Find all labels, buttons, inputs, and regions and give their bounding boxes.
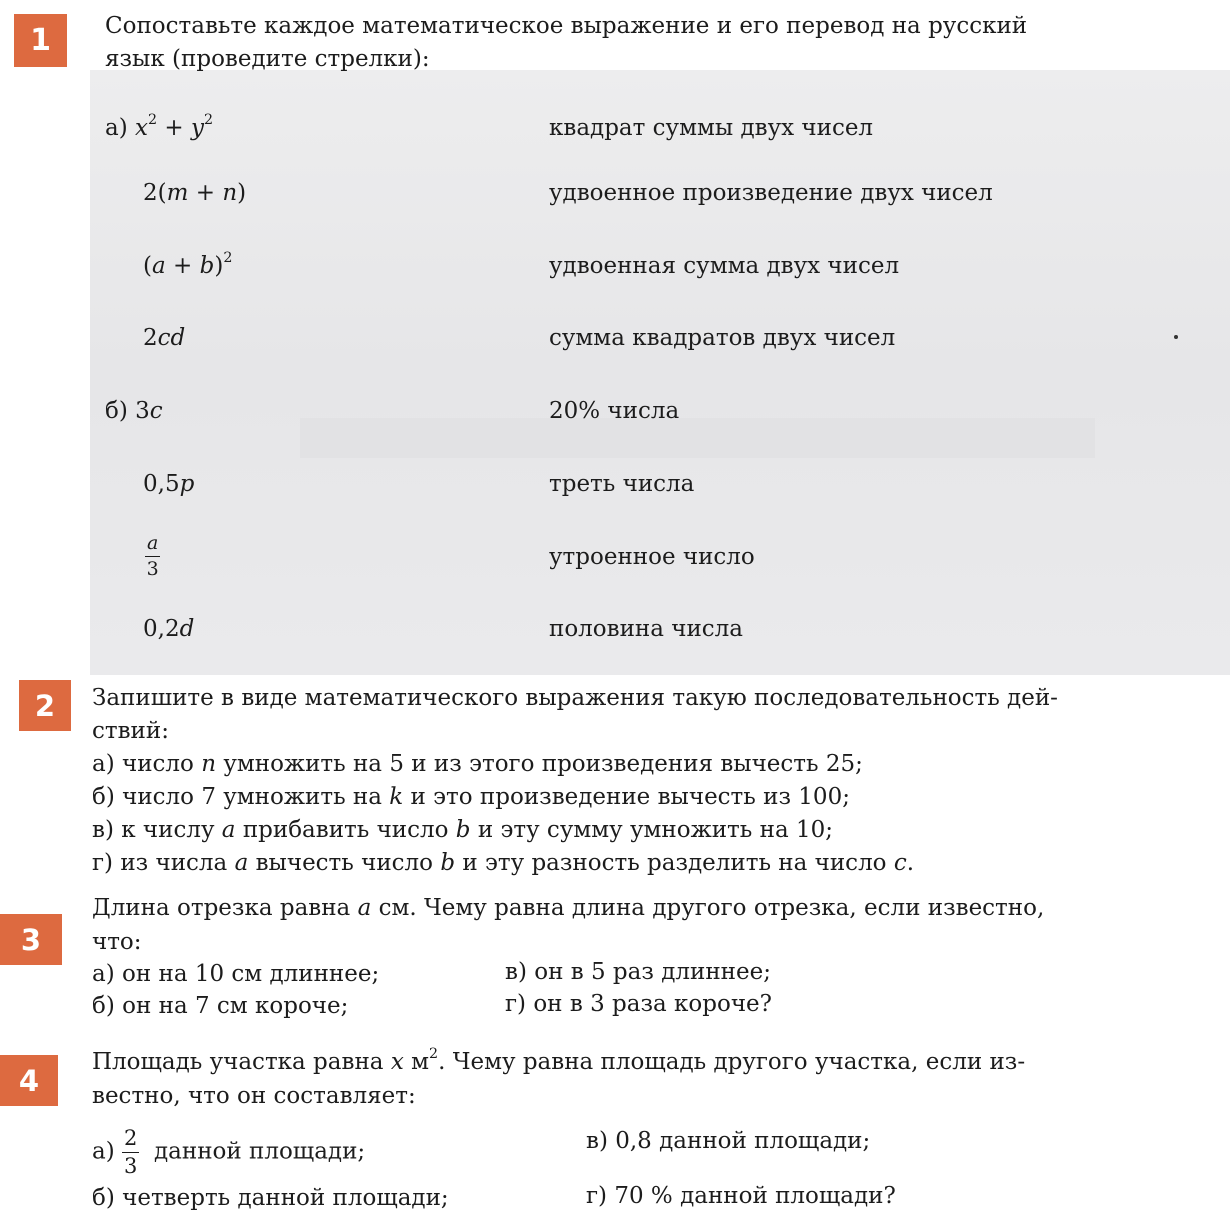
task-number-badge-1: 1: [14, 14, 67, 67]
task3-item-a: а) он на 10 см длиннее;: [92, 961, 380, 987]
task1-expr-2-m-plus-n: 2(m + n): [143, 180, 247, 206]
task2-item-d: г) из числа a вычесть число b и эту разность разделить на число c.: [92, 850, 915, 876]
task2-item-b: б) число 7 умножить на k и это произведение вычесть из 100;: [92, 784, 850, 810]
task1-expr-a-plus-b-squared: $(a + b)^2$: [143, 250, 233, 279]
task2-instruction-line1: Запишите в виде математического выражения такую последовательность дей-: [92, 685, 1058, 711]
task4-item-b: б) четверть данной площади;: [92, 1185, 449, 1211]
task1-instruction-line1: Сопоставьте каждое математическое выражение и его перевод на русский: [105, 13, 1028, 39]
task1-phrase-4: сумма квадратов двух чисел: [549, 325, 896, 351]
task-number-badge-3: 3: [0, 914, 62, 965]
task1-expr-0-2d: 0,2d: [143, 616, 195, 642]
task4-instruction-line1: Площадь участка равна x $м^2$. Чему равна площадь другого участка, если из-: [92, 1046, 1026, 1075]
task1-phrase-3: удвоенная сумма двух чисел: [549, 253, 900, 279]
task4-item-a: а) $\frac{2}{3}$ данной площади;: [92, 1126, 366, 1178]
task3-instruction-line2: что:: [92, 929, 142, 955]
task3-item-b: б) он на 7 см короче;: [92, 993, 349, 1019]
task1-phrase-5: 20% числа: [549, 398, 680, 424]
task1-instruction-line2: язык (проведите стрелки):: [105, 46, 430, 72]
task2-item-c: в) к числу a прибавить число b и эту сумму умножить на 10;: [92, 817, 833, 843]
task1-phrase-1: квадрат суммы двух чисел: [549, 115, 874, 141]
task1-expr-2cd: 2cd: [143, 325, 186, 351]
task4-item-g: г) 70 % данной площади?: [586, 1183, 896, 1209]
task3-instruction-line1: Длина отрезка равна a см. Чему равна длина другого отрезка, если известно,: [92, 895, 1045, 921]
show-through-band: [300, 418, 1095, 458]
task1-expr-x2-plus-y2: а) $x^2 + y^2$: [105, 112, 214, 141]
task1-expr-a-over-3: $\frac{a}{3}$: [146, 532, 159, 580]
task1-phrase-7: утроенное число: [549, 544, 755, 570]
task1-phrase-8: половина числа: [549, 616, 744, 642]
print-speck: [1174, 335, 1178, 339]
task1-phrase-2: удвоенное произведение двух чисел: [549, 180, 993, 206]
task3-item-g: г) он в 3 раза короче?: [505, 991, 772, 1017]
task1-expr-3c: б) 3c: [105, 398, 163, 424]
task3-item-v: в) он в 5 раз длиннее;: [505, 959, 771, 985]
task1-expr-0-5p: 0,5p: [143, 471, 195, 497]
task2-item-a: а) число n умножить на 5 и из этого произведения вычесть 25;: [92, 751, 863, 777]
show-through-background: [90, 70, 1230, 675]
task1-phrase-6: треть числа: [549, 471, 695, 497]
task-number-badge-4: 4: [0, 1055, 58, 1106]
task2-instruction-line2: ствий:: [92, 718, 169, 744]
task-number-badge-2: 2: [19, 680, 71, 731]
task4-instruction-line2: вестно, что он составляет:: [92, 1083, 416, 1109]
task4-item-v: в) 0,8 данной площади;: [586, 1128, 871, 1154]
